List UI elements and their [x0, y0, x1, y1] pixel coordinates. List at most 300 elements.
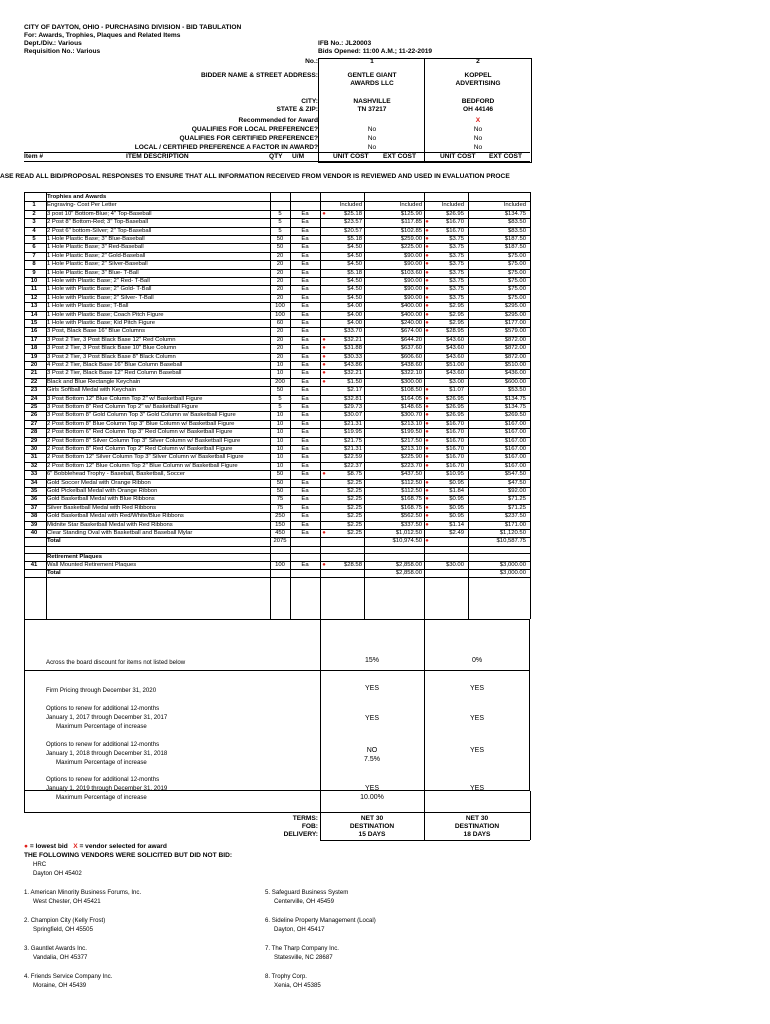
lowest-bid-dot: ●	[425, 278, 429, 284]
cell-um: Ea	[301, 404, 309, 410]
table-row	[24, 294, 530, 302]
cell-e1: $225.00	[400, 244, 422, 251]
cell-e1: $1,012.50	[395, 530, 422, 536]
grid-hline	[24, 227, 530, 228]
table-row	[24, 311, 530, 319]
cell-e2: $237.50	[504, 513, 526, 520]
cell-no: 4	[32, 227, 36, 234]
grid-hline	[24, 378, 530, 379]
cell-no: 24	[30, 395, 38, 402]
cell-u2: $16.70	[445, 420, 464, 427]
solicited-vendor-4: 4. Friends Service Company Inc.	[24, 973, 113, 980]
grid-hline	[24, 201, 530, 202]
cell-qty: 20	[276, 353, 284, 360]
cell-qty: 50	[276, 471, 284, 478]
total-row-trophies: Total 2075 $10,974.50 ● $10,587.75	[47, 538, 526, 545]
cell-desc: 3 Post 2 Tier, 3 Post Black Base 12" Red Column	[47, 336, 176, 343]
cell-e1: $90.00	[403, 294, 422, 301]
cell-u2: $26.95	[445, 210, 464, 217]
solicited-vendor-6-address: Dayton, OH 45417	[274, 926, 325, 933]
cell-um: Ea	[301, 378, 309, 385]
lowest-bid-dot: ●	[425, 504, 429, 511]
cell-u2: $43.60	[445, 353, 464, 360]
grid-hline	[24, 537, 530, 538]
grid-vline	[530, 192, 531, 619]
solicited-vendor-5: 5. Safeguard Business System	[265, 889, 349, 896]
cell-u2: $2.95	[449, 303, 464, 310]
cell-desc: 3 Post 2 Tier, Black Base 12" Red Column Baseball	[47, 370, 182, 377]
bidder-label: BIDDER NAME & STREET ADDRESS:	[201, 72, 318, 79]
cell-u2: $1.84	[449, 488, 464, 494]
lowest-bid-dot: ●	[322, 471, 326, 478]
cell-e2: $872.00	[504, 345, 526, 352]
cell-um: Ea	[301, 328, 309, 335]
lowest-bid-dot: ●	[425, 269, 429, 276]
cell-qty: 20	[276, 269, 284, 276]
table-row	[24, 437, 530, 445]
cell-e1: $103.60	[400, 269, 422, 276]
grid-hline	[24, 252, 530, 253]
cell-qty: 100	[275, 311, 285, 318]
cell-qty: 150	[275, 521, 285, 528]
grid-hline	[24, 512, 530, 513]
lowest-bid-dot: ●	[322, 210, 326, 217]
vendor-2-fob: DESTINATION	[454, 823, 500, 830]
vendor-2-name-line2: ADVERTISING	[455, 80, 501, 87]
cell-u1: $5.18	[347, 236, 362, 242]
solicited-vendor-2: 2. Champion City (Kelly Frost)	[24, 917, 106, 924]
cell-u2: $16.70	[445, 446, 464, 452]
grid-hline	[24, 260, 530, 261]
cell-desc: 1 Hole with Plastic Base; 2" Silver- T-Ball	[47, 294, 154, 301]
cell-um: Ea	[301, 303, 309, 310]
cell-desc: 1 Hole Plastic Base; 3" Red-Baseball	[47, 244, 144, 251]
grid-hline	[24, 277, 530, 278]
renew2-dates: January 1, 2018 through December 31, 2018	[46, 750, 168, 757]
grid-hline	[24, 403, 530, 404]
cell-u1: $2.17	[347, 387, 362, 394]
cell-e2: $75.00	[507, 294, 526, 301]
cell-e1: $562.50	[400, 513, 422, 520]
state-zip-label: STATE & ZIP:	[276, 106, 318, 113]
cell-e1: Included	[399, 202, 422, 209]
cell-u2: $3.75	[449, 286, 464, 293]
lowest-bid-dot: ●	[322, 362, 326, 368]
solicited-vendor-1: 1. American Minority Business Forums, Inc.	[24, 889, 142, 896]
lowest-bid-dot: ●	[425, 521, 429, 528]
cell-e1: $259.00	[400, 236, 422, 242]
cell-qty: 5	[278, 395, 282, 402]
cell-u2: $26.95	[445, 412, 464, 419]
table-row	[24, 411, 530, 419]
lowest-bid-dot-icon: ●	[24, 843, 28, 850]
table-row	[24, 386, 530, 394]
cell-qty: 5	[278, 227, 282, 234]
lowest-bid-dot: ●	[425, 395, 429, 402]
lowest-bid-dot: ●	[425, 328, 429, 335]
cell-desc: 2 Post Bottom 12" Blue Column Top 2" Blue Column w/ Basketball Figure	[47, 462, 238, 469]
grid-hline	[24, 311, 530, 312]
cell-u1: $22.37	[343, 462, 362, 469]
cell-u1: $4.50	[347, 244, 362, 251]
table-row	[24, 453, 530, 461]
renew2-max: Maximum Percentage of increase	[56, 759, 147, 766]
cell-u1: $21.31	[343, 420, 362, 427]
cell-e1: $437.50	[400, 471, 422, 478]
grid-hline	[24, 420, 530, 421]
cell-e2: $167.00	[504, 454, 526, 461]
vendor-2-cert-pref: No	[473, 135, 483, 142]
cell-u2: $43.60	[445, 370, 464, 377]
cell-e2: $269.50	[504, 412, 526, 419]
lowest-bid-dot: ●	[425, 294, 429, 301]
cell-u2: $3.75	[449, 261, 464, 268]
cell-um: Ea	[301, 530, 309, 536]
cell-e1: $102.85	[400, 227, 422, 234]
table-row	[24, 319, 530, 327]
cell-qty: 60	[276, 320, 284, 326]
grid-hline	[24, 521, 530, 522]
table-row	[24, 445, 530, 453]
cell-um: Ea	[301, 261, 309, 268]
cell-desc: 1 Hole with Plastic Base; Coach Pitch Figure	[47, 311, 164, 318]
cell-e1: $168.75	[400, 496, 422, 503]
cell-no: 14	[30, 311, 38, 318]
vendor-1-name-line1: GENTLE GIANT	[347, 72, 397, 79]
cell-u2: $10.95	[445, 471, 464, 478]
cell-desc: 1 Hole Plastic Base; 3" Blue- T-Ball	[47, 269, 139, 276]
renew3-frame-mid1	[320, 791, 321, 812]
lowest-bid-dot: ●	[322, 353, 326, 360]
cell-u1: $2.25	[347, 530, 362, 536]
cell-e2: $295.00	[504, 311, 526, 318]
grid-hline	[24, 210, 530, 211]
cell-desc: Engraving- Cost Per Letter	[47, 202, 117, 209]
cell-u2: $3.75	[449, 269, 464, 276]
vendor-1-local-pref: No	[367, 126, 377, 133]
cell-desc: 6" Bobblehead Trophy - Baseball, Basketball, Soccer	[47, 471, 185, 478]
cell-no: 11	[30, 286, 38, 293]
cell-um: Ea	[301, 320, 309, 326]
cell-no: 33	[30, 471, 38, 478]
solicited-vendor-8: 8. Trophy Corp.	[265, 973, 307, 980]
cell-no: 2	[32, 210, 36, 217]
cell-u1: $22.59	[343, 454, 362, 461]
cell-e1: $400.00	[400, 303, 422, 310]
cell-qty: 450	[275, 530, 285, 536]
cell-no: 12	[30, 294, 38, 301]
table-row	[24, 495, 530, 503]
lowest-bid-dot: ●	[425, 513, 429, 520]
cell-u2: $43.60	[445, 345, 464, 352]
renew1-dates: January 1, 2017 through December 31, 2017	[46, 714, 168, 721]
cell-e1: $125.90	[400, 210, 422, 217]
cell-u2: $2.49	[449, 530, 464, 536]
cell-um: Ea	[301, 513, 309, 520]
cell-e2: $167.00	[504, 437, 526, 444]
cell-qty: 5	[278, 210, 282, 217]
cell-u1: $30.33	[343, 353, 362, 360]
legend-lowest-text: = lowest bid	[27, 843, 68, 850]
grid-hline	[24, 294, 530, 295]
lowest-bid-dot: ●	[425, 429, 429, 436]
instruction-banner: ASE READ ALL BID/PROPOSAL RESPONSES TO ENSURE THAT ALL INFORMATION RECEIVED FROM VENDOR IS REVIEWED AND USED IN EVALUATION PROCE	[0, 173, 510, 180]
renew2-v2: YES	[469, 747, 484, 754]
cell-e1: $337.50	[400, 521, 422, 528]
cell-u2: $1.07	[449, 387, 464, 394]
terms-divider-1	[320, 619, 321, 791]
cell-u1: $19.95	[343, 429, 362, 436]
fob-label: FOB:	[301, 823, 318, 830]
solicited-vendor-3: 3. Gauntlet Awards Inc.	[24, 945, 87, 952]
cell-no: 38	[30, 513, 38, 520]
cell-u1: $2.25	[347, 488, 362, 494]
cell-e2: $71.25	[507, 496, 526, 503]
table-row	[24, 252, 530, 260]
cell-desc: 2 Post Bottom 8" Silver Column Top 3" Silver Column w/ Basketball Figure	[47, 437, 241, 444]
cell-um: Ea	[301, 336, 309, 343]
cell-desc: Clear Standing Oval with Basketball and Baseball Mylar	[47, 530, 193, 536]
lowest-bid-dot: ●	[322, 562, 326, 569]
solicited-hrc: HRC	[33, 861, 47, 868]
cell-u2: $16.70	[445, 454, 464, 461]
cell-e1: $90.00	[403, 252, 422, 259]
cell-e2: $134.75	[504, 404, 526, 410]
cell-e1: $400.00	[400, 311, 422, 318]
lowest-bid-dot: ●	[425, 488, 429, 494]
grid-hline	[24, 285, 530, 286]
grid-hline	[24, 302, 530, 303]
cell-e2: $47.50	[507, 479, 526, 486]
solicited-vendor-2-address: Springfield, OH 45505	[33, 926, 93, 933]
cell-qty: 20	[276, 278, 284, 284]
cell-desc: 3 Post 2 Tier, 3 Post Black Base 10" Blue Column	[47, 345, 177, 352]
city-label: CITY:	[301, 98, 318, 105]
cell-um: Ea	[301, 294, 309, 301]
cell-u2: $43.60	[445, 336, 464, 343]
table-row	[24, 227, 530, 235]
cell-desc: Gold Basketball Medal with Red/White/Blue Ribbons	[47, 513, 184, 520]
local-cert-factor-label: LOCAL / CERTIFIED PREFERENCE A FACTOR IN AWARD?	[134, 144, 318, 151]
grid-hline	[24, 546, 530, 547]
cell-e1: $90.00	[403, 261, 422, 268]
solicited-vendor-5-address: Centerville, OH 45459	[274, 898, 334, 905]
grid-hline	[24, 411, 530, 412]
vendor-1-factor: No	[367, 144, 377, 151]
grid-hline	[24, 470, 530, 471]
cell-e2: $547.50	[504, 471, 526, 478]
cell-u1: $21.75	[343, 437, 362, 444]
table-row	[24, 428, 530, 436]
cell-u1: $4.00	[347, 320, 362, 326]
cell-u1: $4.50	[347, 294, 362, 301]
lowest-bid-dot: ●	[425, 244, 429, 251]
cell-e1: $168.75	[400, 504, 422, 511]
cell-desc: 2 Post Bottom 8" Blue Column Top 3" Blue Column w/ Basketball Figure	[47, 420, 235, 427]
v2-ext-cost-header: EXT COST	[489, 153, 522, 160]
table-row	[24, 395, 530, 403]
cell-u1: $29.73	[343, 404, 362, 410]
terms-label: TERMS:	[292, 815, 318, 822]
cell-u2: $0.95	[449, 504, 464, 511]
table-row	[24, 302, 530, 310]
cell-e1: $300.70	[400, 412, 422, 419]
table-row	[24, 269, 530, 277]
cell-qty: 10	[276, 420, 284, 427]
cell-e2: $92.00	[507, 488, 526, 494]
cell-u1: $2.25	[347, 521, 362, 528]
cell-desc: 3 post 10" Bottom-Blue; 4" Top-Baseball	[47, 210, 152, 217]
cell-qty: 75	[276, 496, 284, 503]
table-row	[24, 512, 530, 520]
vendor-2-factor: No	[473, 144, 483, 151]
grid-hline	[24, 569, 530, 570]
section-heading-trophies: Trophies and Awards	[47, 194, 107, 200]
renew2-v1-percent: 7.5%	[364, 756, 380, 763]
vendor-2-recommended-mark: X	[475, 117, 481, 124]
cell-e1: $90.00	[403, 278, 422, 284]
cell-e1: $217.50	[400, 437, 422, 444]
cell-um: Ea	[301, 446, 309, 452]
cell-e1: $674.00	[400, 328, 422, 335]
table-row	[24, 529, 530, 537]
cell-no: 34	[30, 479, 38, 486]
grid-hline	[24, 269, 530, 270]
cell-e1: $108.50	[400, 387, 422, 394]
renew3-dates: January 1, 2019 through December 31, 2019	[46, 785, 168, 792]
grid-hline	[24, 437, 530, 438]
cell-qty: 250	[275, 513, 285, 520]
cell-qty: 10	[276, 454, 284, 461]
cell-e1: $112.50	[401, 479, 422, 486]
renew3-frame-left	[24, 791, 25, 812]
terms-frame-bottom	[320, 840, 530, 841]
grid-vline	[290, 192, 291, 619]
cell-desc: 3 Post, Black Base 16" Blue Columns	[47, 328, 146, 335]
cell-desc: Gold Soccer Medal with Orange Ribbon	[47, 479, 151, 486]
cell-no: 28	[30, 429, 38, 436]
cell-u2: $3.75	[449, 294, 464, 301]
solicited-vendor-4-address: Moraine, OH 45439	[33, 982, 87, 989]
cell-u2: $3.75	[449, 278, 464, 284]
cell-u1: $32.21	[343, 336, 362, 343]
cell-um: Ea	[301, 387, 309, 394]
grid-hline	[24, 192, 530, 193]
cell-u1: $8.75	[347, 471, 362, 478]
terms-frame-left	[320, 812, 321, 840]
cell-e2: $83.50	[507, 219, 526, 226]
cell-no: 8	[32, 261, 36, 268]
grid-hline	[24, 344, 530, 345]
grid-hline	[24, 445, 530, 446]
cell-desc: 3 Post 2 Tier, 3 Post Black Base 8" Black Column	[47, 353, 176, 360]
cell-desc: 4 Post 2 Tier, Black Base 16" Blue Column Baseball	[47, 362, 183, 368]
grid-hline	[24, 479, 530, 480]
discount-label: Across the board discount for items not listed below	[46, 659, 186, 666]
cell-desc: 1 Hole with Plastic Base; Kid Pitch Figure	[47, 320, 156, 326]
delivery-label: DELIVERY:	[283, 831, 318, 838]
vendor-divider	[424, 58, 425, 161]
cell-no: 5	[32, 236, 36, 242]
lowest-bid-dot: ●	[425, 437, 429, 444]
cell-desc: 2 Post Bottom 6" Red Column Top 3" Red Column w/ Basketball Figure	[47, 429, 233, 436]
cell-e2: $167.00	[504, 429, 526, 436]
cell-no: 26	[30, 412, 38, 419]
no-label: No.:	[305, 58, 318, 65]
cell-u2: $16.70	[445, 437, 464, 444]
cell-e2: $1,120.50	[499, 530, 526, 536]
cell-u1: $30.07	[343, 412, 362, 419]
cell-no: 13	[30, 303, 38, 310]
table-row	[24, 462, 530, 470]
cell-qty: 10	[276, 370, 284, 377]
cell-u1: $2.25	[347, 479, 362, 486]
cell-e2: $83.50	[507, 227, 526, 234]
cell-um: Ea	[301, 462, 309, 469]
cell-e2: $134.75	[504, 210, 526, 217]
discount-v1: 15%	[364, 657, 379, 664]
cell-um: Ea	[301, 311, 309, 318]
vendor-2-terms: NET 30	[465, 815, 489, 822]
cell-u1: $2.25	[347, 513, 362, 520]
solicited-hrc-address: Dayton OH 45402	[33, 870, 82, 877]
lowest-bid-dot: ●	[322, 378, 326, 385]
vendor-2-local-pref: No	[473, 126, 483, 133]
cell-u2: $0.95	[449, 513, 464, 520]
renew3-frame-right	[530, 791, 531, 840]
cell-um: Ea	[301, 395, 309, 402]
cell-u1: $25.18	[343, 210, 362, 217]
table-row	[24, 260, 530, 268]
cell-um: Ea	[301, 488, 309, 494]
cell-qty: 20	[276, 328, 284, 335]
table-row	[24, 378, 530, 386]
cell-um: Ea	[301, 227, 309, 234]
cell-u2: $16.70	[445, 219, 464, 226]
grid-vline	[320, 192, 321, 619]
lowest-bid-dot: ●	[425, 227, 429, 234]
vendor-1-terms: NET 30	[360, 815, 384, 822]
cell-u1: $4.00	[347, 303, 362, 310]
cell-u1: $2.25	[347, 504, 362, 511]
solicited-vendor-6: 6. Sideline Property Management (Local)	[265, 917, 376, 924]
renew1-v1: YES	[364, 715, 379, 722]
grid-hline	[24, 561, 530, 562]
terms-rule-1	[24, 670, 530, 671]
cell-desc: Gold Basketball Medal with Blue Ribbons	[47, 496, 155, 503]
vendor-2-name-line1: KOPPEL	[464, 72, 492, 79]
dept-line: Dept./Div.: Various	[24, 40, 82, 47]
cell-qty: 10	[276, 412, 284, 419]
cell-qty: 200	[275, 378, 285, 385]
cell-e2: $53.50	[507, 387, 526, 394]
grid-vline	[364, 192, 365, 619]
cell-desc: 2 Post Bottom 8" Red Column Top 2" Red Column w/ Basketball Figure	[47, 446, 233, 452]
lowest-bid-dot: ●	[425, 420, 429, 427]
table-row	[24, 285, 530, 293]
vendor-1-city: NASHVILLE	[353, 98, 391, 105]
grid-vline	[424, 192, 425, 619]
cell-u1: $32.21	[343, 370, 362, 377]
grid-hline	[24, 243, 530, 244]
grid-hline	[24, 428, 530, 429]
cell-e2: $75.00	[507, 269, 526, 276]
lowest-bid-dot: ●	[425, 252, 429, 259]
solicited-vendor-8-address: Xenia, OH 45385	[274, 982, 321, 989]
cell-qty: 20	[276, 261, 284, 268]
cell-qty: 10	[276, 429, 284, 436]
cell-qty: 50	[276, 479, 284, 486]
